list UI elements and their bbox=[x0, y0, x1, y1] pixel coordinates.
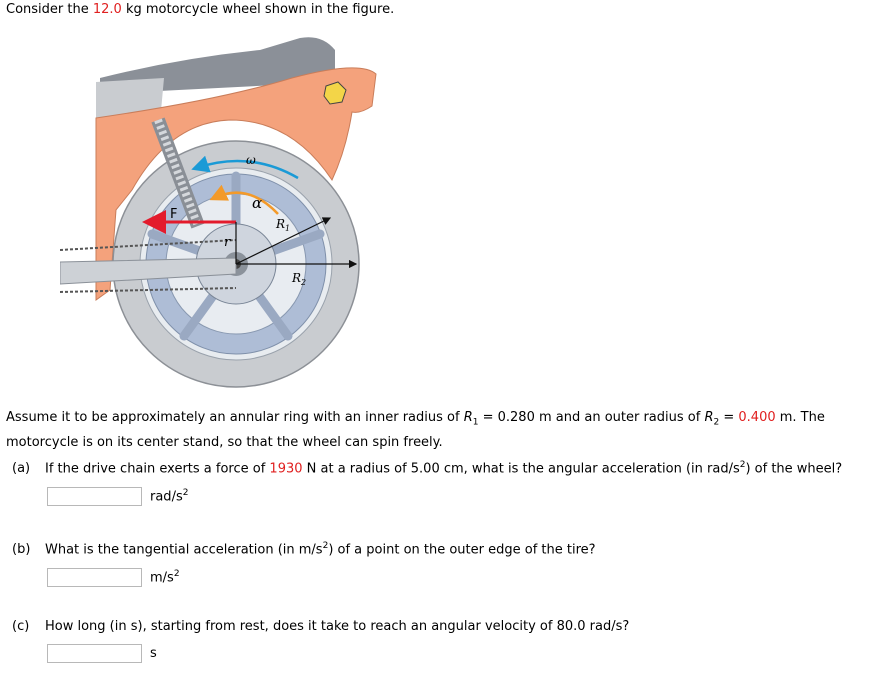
mass-value: 12.0 bbox=[92, 2, 122, 17]
answer-a-unit: rad/$s^2$ bbox=[150, 488, 189, 505]
answer-a-row bbox=[47, 487, 188, 506]
wheel-diagram bbox=[60, 30, 380, 390]
question-b-label: (b) bbox=[12, 542, 31, 558]
force-label: F bbox=[170, 207, 178, 222]
question-a: (a) If the drive chain exerts a force of 1930 N at a radius of 5.00 cm, what is the angular acceleration (in rad/$s^2$) of the wheel? bbox=[12, 460, 843, 477]
question-a-label: (a) bbox=[12, 461, 31, 477]
answer-b-unit: $m/s^2$ bbox=[150, 569, 180, 586]
r2-value: 0.400 bbox=[738, 410, 776, 425]
assumption-text: Assume it to be approximately an annular ring with an inner radius of $R_1 = 0.280$ m and an outer radius of $R_2 = 0.400$ m. The motorcycle is on its center stand, so that the wheel can spin freely. bbox=[6, 410, 825, 450]
question-c-label: (c) bbox=[12, 619, 30, 634]
answer-b-row bbox=[47, 568, 180, 587]
alpha-label: α bbox=[252, 194, 263, 212]
answer-c-input[interactable] bbox=[47, 644, 142, 663]
r-label: r bbox=[224, 235, 231, 250]
intro-text: Consider the 12.0 kg motorcycle wheel shown in the figure. bbox=[6, 2, 395, 17]
answer-c-unit: s bbox=[150, 646, 157, 661]
question-c: (c) How long (in s), starting from rest, does it take to reach an angular velocity of 80.0 rad/s? bbox=[12, 619, 630, 634]
motorcycle-wheel-figure bbox=[60, 30, 380, 390]
omega-label: ω bbox=[246, 153, 256, 167]
svg-text:R1: $R_1$ bbox=[276, 217, 291, 233]
svg-text:R2: $R_2$ bbox=[292, 271, 307, 287]
R2-label: R bbox=[292, 271, 302, 285]
question-b: (b) What is the tangential acceleration (in $m/s^2$) of a point on the outer edge of the tire? bbox=[12, 541, 596, 558]
answer-c-row bbox=[47, 644, 157, 663]
answer-b-input[interactable] bbox=[47, 568, 142, 587]
answer-a-input[interactable] bbox=[47, 487, 142, 506]
force-value: 1930 bbox=[269, 461, 303, 477]
R1-label: R bbox=[276, 217, 286, 231]
